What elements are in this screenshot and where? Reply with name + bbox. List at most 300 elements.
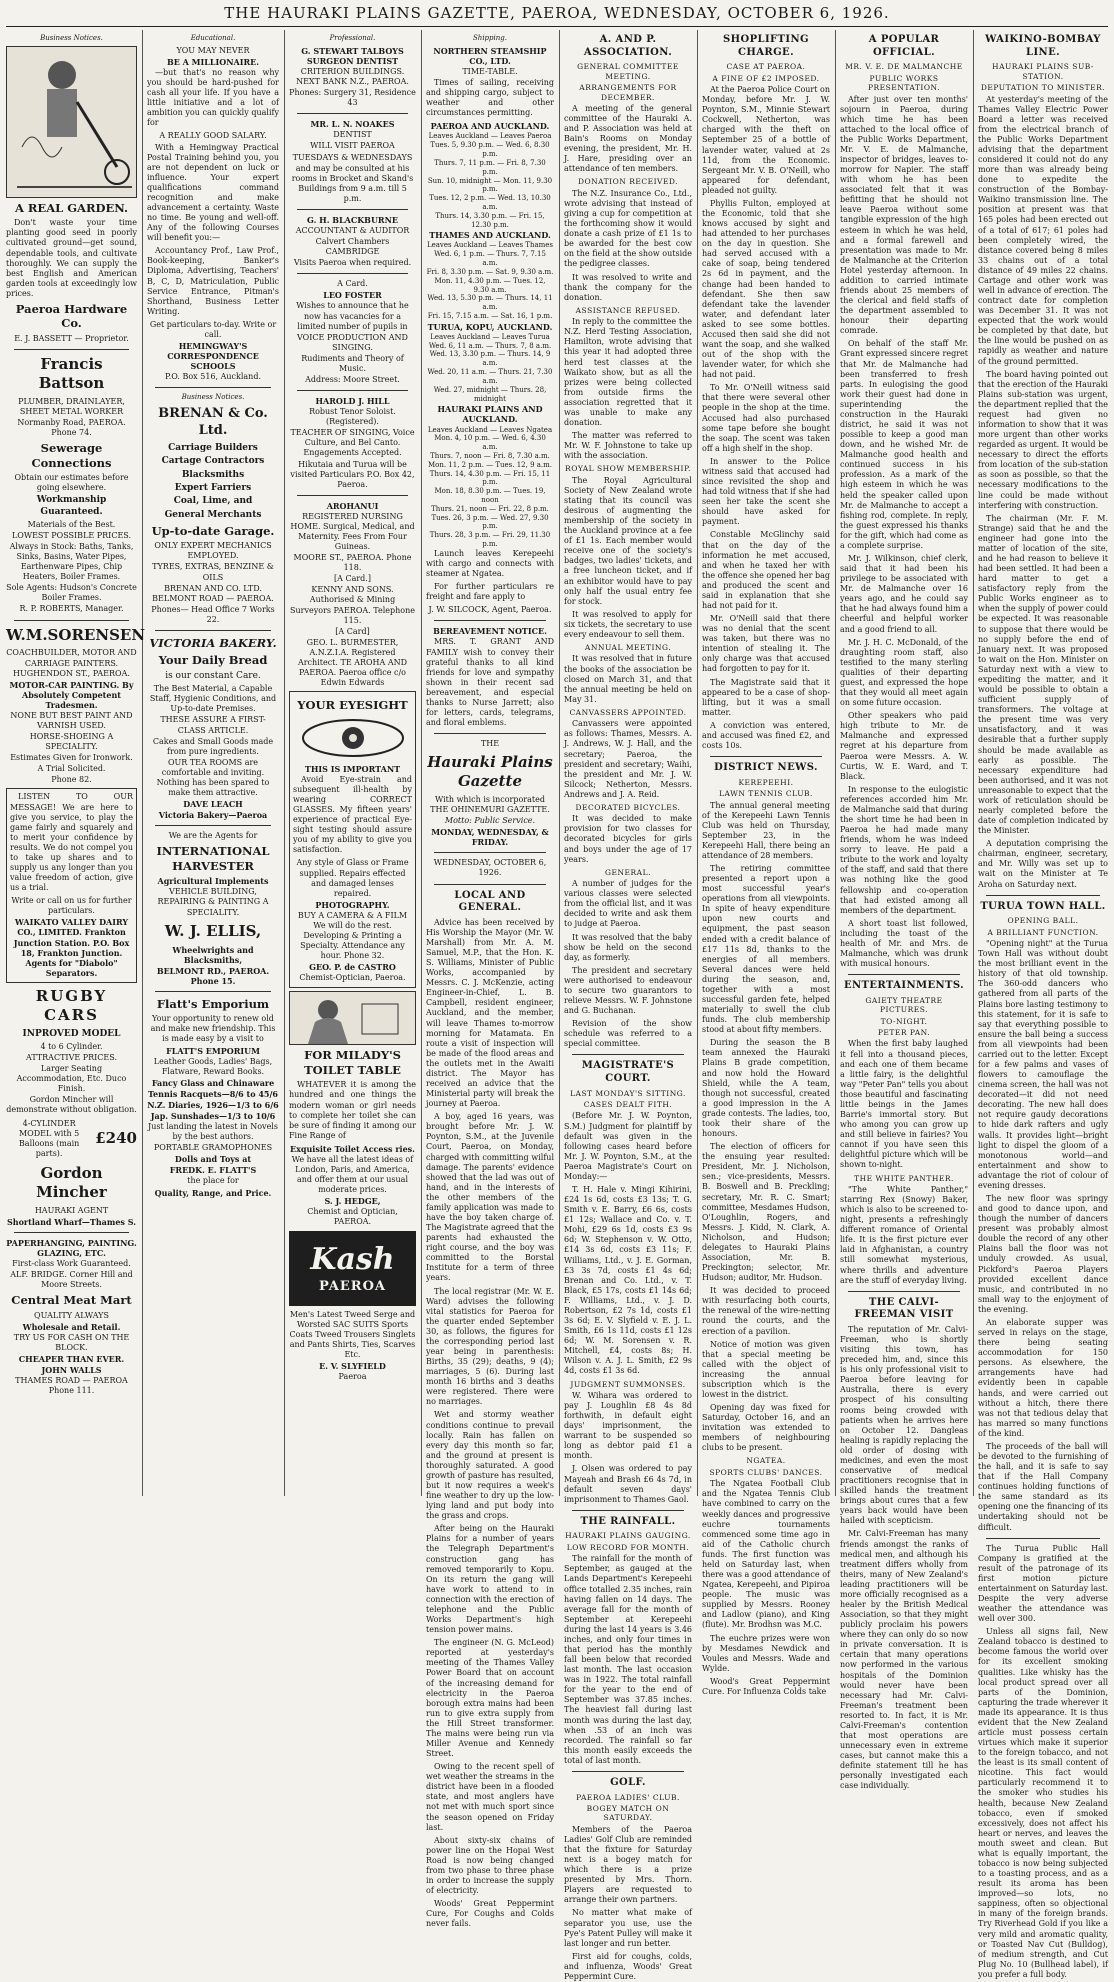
article-headline: GOLF.: [610, 1776, 646, 1788]
kash-logo: [289, 1231, 416, 1305]
article-subhead: CASE AT PAEROA.: [726, 62, 806, 72]
divider: [434, 733, 546, 734]
ad-text: Obtain our estimates before going elsewhere.: [14, 473, 129, 493]
article-paragraph: Other speakers who paid high tribute to Mr. de Malmanche and expressed regret at his departure from Paeroa were Messrs. A. W. Curtis, W. E. Ward, and T. Black.: [840, 711, 968, 781]
divider: [297, 113, 408, 114]
divider: [297, 390, 408, 391]
article-subhead: GAIETY THEATRE PICTURES.: [865, 995, 943, 1015]
dateline: WEDNESDAY, OCTOBER 6, 1926.: [433, 858, 547, 878]
ad-firm: W. J. ELLIS,: [164, 921, 262, 940]
article-paragraph: The election of officers for the ensuing year resulted: President, Mr. J. Nicholson, sen.; vice-presidents, Messrs. B. Boswell and B. Preckling; secretary, Mr. R. C. Smart; committee, Mesdames Hudson, O'Loughlin, Rogers, and Messrs. J. Kidd, N. Clark, A. Nicholson, and Hudson; delegates to Hauraki Plains Association, Mr. B. Preckington; selector, Mr. Hudson; auditor, Mr. Hudson.: [702, 1142, 830, 1283]
article-paragraph: Members of the Paeroa Ladies' Golf Club are reminded that the fixture for Saturday next is a bogey match for which there is a prize presented by Mrs. Thorn. Players are requested to arrange their own partners.: [564, 1824, 692, 1905]
article-headline: TURUA TOWN HALL.: [980, 900, 1106, 912]
ad-firm: G. H. BLACKBURNE: [307, 214, 398, 225]
timetable-row: Thurs. 7, 11 p.m. — Fri. 8, 7.30 p.m.: [434, 158, 546, 176]
ad-text: A REALLY GOOD SALARY.: [159, 131, 267, 141]
timetable-row: Thurs. 7, noon — Fri. 8, 7.30 a.m.: [430, 451, 550, 460]
ad-text: First-class Work Guaranteed.: [12, 1258, 131, 1268]
section-header: Business Notices.: [40, 34, 103, 42]
article-paragraph: T. H. Hale v. Mingi Kihirini, £24 1s 6d, costs £3 13s; T. G. Smith v. E. Barry, £6 6s, costs £1 12s; Wallace and Co. v. T. Mohi, £29 6s 1d, costs £3 9s 6d; W. Stephenson v. W. Otto, £14 3s 6d, costs £3 11s; F. Williams, Ltd., v. J. E. Gorman, £3 3s 7d, costs £1 4s 6d; Brenan and Co. Ltd., v. T. Black, £5 17s, costs £1 14s 6d; F. Williams, Ltd., v. J. D. Robertson, £2 7s 1d, costs £1 3s 6d; E. V. Slyfield v. E. J. L. Smith, £6 1s 11d, costs £1 12s 6d; W. M. Sorensen v. R. Mitchell, £4, costs 8s; H. Wilson v. A. J. L. Smith, £2 9s 4d, costs £1 3s 6d.: [564, 1185, 692, 1376]
ad-text: the place for: [187, 1176, 239, 1186]
ad-text: We have all the latest ideas of London, Paris, and America, and offer them at our usual moderate prices.: [291, 1154, 414, 1195]
ad-text: Victoria Bakery—Paeroa: [158, 810, 268, 821]
ad-title: Your Daily Bread: [158, 653, 268, 668]
article-subhead: ARRANGEMENTS FOR DECEMBER.: [579, 83, 677, 102]
divider: [572, 1054, 684, 1055]
ad-text: Your opportunity to renew old and make new friendship. This is made easy by a visit to: [150, 1014, 276, 1044]
ad-text: VOICE PRODUCTION AND SINGING.: [297, 332, 408, 352]
ad-text: Materials of the Best.: [27, 519, 116, 529]
column-rule: [835, 30, 836, 1496]
ad-firm: Francis Battson: [38, 354, 105, 392]
ad-text: BRENAN AND CO. LTD. BELMONT ROAD — PAEROA.: [152, 583, 274, 603]
article-subhead: ROYAL SHOW MEMBERSHIP.: [565, 464, 691, 474]
article-paragraph: A number of judges for the various classes were selected from the official list, and it was decided to write and ask them to judge at Paeroa.: [564, 879, 692, 929]
article-subhead: LAWN TENNIS CLUB.: [719, 789, 813, 799]
article-paragraph: A meeting of the general committee of the Hauraki A. and P. Association was held at Bain's Rooms on Monday evening, the president, Mr. H. J. Hare, presiding over an attendance of ten members.: [564, 103, 692, 174]
ad-text: THAMES ROAD — PAEROA Phone 111.: [15, 1376, 128, 1396]
ad-firm: LEO FOSTER: [323, 290, 382, 301]
ad-text: BUY A CAMERA & A FILM We will do the rest. Developing & Printing a Specialty. Attendance any hour. Phone 32.: [297, 910, 408, 961]
article-paragraph: The matter was referred to Mr. W. F. Johnstone to take up with the association.: [564, 431, 692, 461]
divider: [434, 884, 546, 885]
article-subhead: DEPUTATION TO MINISTER.: [980, 83, 1106, 93]
article-subhead: PETER PAN.: [877, 1028, 931, 1038]
ad-firm: Flatt's Emporium: [156, 996, 270, 1011]
ad-firm: Central Meat Mart: [11, 1293, 132, 1308]
ad-firm: INTERNATIONAL HARVESTER: [156, 844, 270, 873]
article-subhead: MR. V. E. DE MALMANCHE: [845, 62, 963, 72]
timetable-row: Thurs. 21, noon — Fri. 22, 8 p.m.: [431, 504, 549, 513]
ad-text: ALF. BRIDGE. Corner Hill and Moore Streets.: [10, 1270, 133, 1290]
timetable-row: Fri. 15, 7.15 a.m. — Sat. 16, 1 p.m.: [427, 311, 553, 320]
section-header: Business Notices.: [181, 393, 245, 402]
timetable-row: Tues. 26, 3 p.m. — Wed. 27, 9.30 p.m.: [431, 513, 549, 531]
article-paragraph: After being on the Hauraki Plains for a number of years the Telegraph Department's construction gang has removed temporarily to Kopu. On its return the gang will have work to attend to in connection with the erection of telephone and the Public Works Department's high tension power mains.: [426, 1524, 554, 1635]
article-paragraph: A short toast list followed, including the toast of the health of Mr. and Mrs. de Malmanche, which was drunk with musical honours.: [840, 918, 968, 969]
article-paragraph: Mr. J. H. C. McDonald, of the draughting room staff, also testified to the many sterling qualities of their departing guest, and expressed the hope that they would all meet again on some future occasion.: [840, 637, 968, 708]
ad-text: Agricultural Implements: [157, 876, 269, 887]
ad-text: Phones— Head Office 7 Works 22.: [151, 604, 275, 624]
ad-text: PORTABLE GRAMOPHONES: [153, 1143, 273, 1153]
timetable-row: Mon. 18, 8.30 p.m. — Tues. 19, noon: [434, 487, 546, 504]
ad-text: A Card.: [337, 279, 368, 289]
price-row: [6, 1118, 137, 1160]
article-paragraph: A deputation comprising the chairman, engineer, secretary, and Mr. Willy was set up to wait on the Minister at Te Aroha on Saturday next.: [978, 839, 1108, 889]
article-paragraph: Constable McGlinchy said that on the day of the information he met accused, and when he taxed her with the offence she opened her bag and produced the scent and said in explanation that she had not paid for it.: [702, 530, 830, 610]
ad-firm: RUGBY CARS: [35, 986, 108, 1024]
ad-text: Gordon Mincher will demonstrate without obligation.: [6, 1095, 137, 1115]
article-paragraph: Opening day was fixed for Saturday, October 16, and an invitation was extended to members of neighbouring clubs to be present.: [702, 1403, 830, 1453]
column-news-courts: [702, 30, 830, 1696]
ad-title: Up-to-date Garage.: [151, 523, 275, 538]
article-headline: WAIKINO-BOMBAY LINE.: [985, 34, 1101, 58]
divider: [155, 630, 271, 631]
ad-text: Cakes and Small Goods made from pure ingredients.: [152, 736, 274, 756]
timetable-row: Wed. 13, 3.30 p.m. — Thurs. 14, 9 a.m.: [429, 350, 551, 368]
masthead-rule: [6, 26, 1108, 27]
article-paragraph: The euchre prizes were won by Mesdames Newdick and Voules and Messrs. Wade and Wylde.: [702, 1633, 830, 1673]
ad-firm: HAROLD J. HILL: [315, 396, 390, 407]
article-subhead: GENERAL COMMITTEE MEETING.: [577, 62, 679, 81]
ad-text: THIS IS IMPORTANT: [304, 763, 401, 774]
ad-text: Write or call on us for further particulars.: [11, 896, 132, 916]
ad-title: A REAL GARDEN.: [14, 200, 129, 215]
article-paragraph: In reply to the committee the N.Z. Herd Testing Association, Hamilton, wrote advising that this year it had adopted three herd test classes at the Waikato show, but as all the prizes were being collected from outside firms the association regretted that it was unable to make any donation.: [564, 317, 692, 427]
article-paragraph: No matter what make of separator you use, use the Pye's Patent Pulley will make it last longer and run better.: [564, 1908, 692, 1948]
divider: [297, 273, 408, 274]
ad-text: Wishes to announce that he now has vacancies for a limited number of pupils in: [296, 301, 409, 331]
eyesight-ad: [289, 691, 416, 988]
ad-text: WAIKATO VALLEY DAIRY CO., LIMITED. Frankton Junction Station. P.O. Box 18, Frankton Junction. Agents for "Diabolo" Separators.: [13, 917, 130, 978]
column-news-power: [978, 30, 1108, 1979]
column-news-official: [840, 30, 968, 1791]
ad-text: FLATT'S EMPORIUM: [166, 1045, 260, 1056]
timetable-row: Leaves Auckland — Leaves Thames: [426, 241, 554, 250]
ad-text: QUALITY ALWAYS: [34, 1310, 109, 1320]
ad-text: Phones: Surgery 31, Residence 43: [289, 88, 416, 108]
divider: [14, 620, 129, 621]
article-headline: A. AND P. ASSOCIATION.: [583, 34, 673, 58]
article-paragraph: At yesterday's meeting of the Thames Valley Electric Power Board a letter was received from the electrical branch of the Public Works Department advising that the department considered it could not do any more than was already being done to expedite the construction of the Bombay-Waikino transmission line. The position at present was that 165 poles had been erected out of a total of 617; 61 poles had been completely wired, the distance covered being 8 miles 33 chains out of a total distance of 49 miles 22 chains. Cartage and other work was well in advance of erection. The contract date for completion was December 31. It was not expected that the work would be completed by that date, but the line would be pushed on as rapidly as weather and nature of the ground permitted.: [978, 94, 1108, 366]
ad-text: Chemist and Optician, PAEROA.: [307, 1207, 398, 1227]
ad-text: Dolls and Toys at: [174, 1154, 252, 1165]
toilet-illustration: [289, 991, 416, 1045]
ad-text: Shortland Wharf—Thames S.: [7, 1216, 136, 1227]
article-subhead: TO-NIGHT.: [880, 1016, 928, 1026]
article-paragraph: Mr. Calvi-Freeman has many friends amongst the ranks of medical men, and although his treatment differs wholly from theirs, many of New Zealand's leading practitioners will be more officially recognised as a healer by the British Medical Association, so that they might publicly proclaim his powers where they can only do so now in private conversation. It is certain that many operations now performed in the various hospitals of the Dominion would never have been necessary had Mr. Calvi-Freeman's treatment been resorted to. In fact, it is Mr. Calvi-Freeman's contention that most operations are unnecessary even in extreme cases, but cannot make this a definite statement till he has personally investigated each case individually.: [840, 1529, 968, 1791]
ad-text: Times of sailing, receiving and shipping cargo, subject to weather and other circumstances permitting.: [426, 78, 554, 118]
ad-text: YOU MAY NEVER: [176, 45, 250, 55]
ad-firm: G. STEWART TALBOYS SURGEON DENTIST: [301, 45, 404, 66]
ad-text: Tennis Racquets—8/6 to 45/6: [148, 1088, 278, 1099]
column-shipping: [426, 30, 554, 1929]
article-paragraph: When the first baby laughed it fell into a thousand pieces, and each one of them became a little fairy, is the delightful way "Peter Pan" tells you about those beautiful and fascinating little beings in the James Barrie's immortal story. But who among you can grow up and still believe in fairies? You cannot if you have seen this delightful picture which will be shown to-night.: [840, 1039, 968, 1170]
article-paragraph: Unless all signs fail, New Zealand tobacco is destined to become famous the world over for its excellent smoking qualities. Like whisky has the local product spread over all parts of the Dominion, capturing the trade wherever it made its appearance. It is thus evident that the New Zealand article must possess certain virtues which make it superior to the foreign tobacco, and not the least is its small content of nicotine. This fact would particularly recommend it to the smoker who studies his health, because New Zealand tobacco, even if smoked excessively, does not affect his heart or nerves, and leaves the mouth sweet and clean. But what is equally important, the tobacco is now being subjected to a toasting process, and as a result its aroma has been improved—so lots, no sappiness, often so objectional in many of the foreign brands. Try Riverhead Gold if you like a very mild and aromatic quality, or Toasted Nav Cut (Bulldog), of medium strength, and Cut Plug No. 10 (Bullhead label), if you prefer a full body.: [978, 1627, 1108, 1979]
ad-text: Cartage Contractors: [161, 456, 265, 467]
ad-text: For further particulars re freight and fare apply to: [426, 582, 554, 602]
ad-text: ACCOUNTANT & AUDITOR: [295, 225, 410, 235]
ad-text: MOORE ST., PAEROA. Phone 118.: [293, 553, 412, 573]
ad-text: —but that's no reason why you should be hard-pushed for cash all your life. If you have a little initiative and a lot of ambition you can quickly qualify for: [147, 67, 279, 128]
article-paragraph: It was resolved that the baby show be held on the second day, as formerly.: [564, 932, 692, 962]
article-paragraph: The board having pointed out that the erection of the Hauraki Plains sub-station was urgent, the department replied that the request had given no information to show that it was more urgent than other works regarded as urgent. It would be necessary to direct the efforts from location of the sub-station as soon as possible, so that the necessary modifications to the line could be made without interfering with construction.: [978, 369, 1108, 510]
price: £240: [95, 1129, 137, 1148]
ad-text: LOWEST POSSIBLE PRICES.: [11, 530, 132, 540]
article-subhead: CANVASSERS APPOINTED.: [569, 707, 687, 717]
kash-town: PAEROA: [318, 1279, 387, 1295]
ad-text: R. P. ROBERTS, Manager.: [19, 604, 124, 614]
ad-title: BE A MILLIONAIRE.: [167, 56, 259, 67]
ad-text: Accountancy Prof., Law Prof., Book-keeping, Banker's Diploma, Advertising, Teachers' B, C, D, Matriculation, Public Service Entrance, Pitman's Shorthand, Business Letter Writing.: [147, 246, 279, 316]
ad-title: Sewerage Connections: [31, 441, 112, 470]
column-news-ap: [564, 30, 692, 1981]
dairy-ad: [6, 788, 137, 982]
article-paragraph: It was resolved that in future the books of the association be closed on March 31, and that the annual meeting be held on May 31.: [564, 654, 692, 704]
ad-text: [A Card]: [335, 626, 370, 636]
article-paragraph: The new floor was springy and good to dance upon, and though the number of dancers present was probably almost double the record of any other Plains ball the floor was not unduly crowded. As usual, Pickford's Paeroa Players provided excellent dance music, and contributed in no small way to the enjoyment of the evening.: [978, 1194, 1108, 1314]
ad-text: Wholesale and Retail.: [22, 1321, 121, 1332]
article-paragraph: The rainfall for the month of September, as gauged at the Lands Department's Kerepeehi office totalled 2.35 inches, rain having fallen on 14 days. The average fall for the month of September at Kerepeehi during the last 14 years is 3.46 inches, and only four times in that period has the monthly fall been below that recorded last month. The last occasion was in 1922. The total rainfall for the year to the end of September was 37.85 inches. The heaviest fall during last month was during the last day, when .53 of an inch was recorded. The rainfall so far this month easily exceeds the total of last month.: [564, 1554, 692, 1765]
ad-text: TEACHER OF SINGING, Voice Culture, and Bel Canto. Engagements Accepted.: [290, 428, 415, 458]
article-paragraph: An elaborate supper was served in relays on the stage, there being seating accommodation for 150 persons. As elsewhere, the arrangements have had evidently been in capable hands, and were carried out without a hitch, there there was not that tedious delay that has marred so many functions of the kind.: [978, 1317, 1108, 1438]
ad-text: Don't waste your time planting good seed in poorly cultivated ground—get sound, dependable tools, and cultivate thoroughly. We can supply the best English and American garden tools at exceedingly low prices.: [6, 218, 137, 298]
timetable-row: Leaves Auckland — Leaves Ngatea: [427, 425, 553, 434]
column-professional: [289, 30, 416, 1496]
gazette-the: THE: [480, 739, 500, 749]
article-paragraph: The Magistrate said that it appeared to be a case of shop-lifting, but it was a small matter.: [702, 677, 830, 717]
timetable-row: Wed. 13, 5.30 p.m. — Thurs. 14, 11 a.m.: [427, 294, 553, 312]
ad-text: INPROVED MODEL: [22, 1028, 121, 1039]
gazette-motto: Motto: Public Service.: [444, 816, 536, 826]
ad-title: YOUR EYESIGHT: [297, 698, 408, 713]
ad-firm: Paeroa Hardware Co.: [15, 301, 128, 331]
divider: [572, 1510, 684, 1511]
ad-text: Chemist-Optician, Paeroa.: [299, 973, 406, 983]
column-rule: [559, 30, 560, 1496]
article-paragraph: First aid for coughs, colds, and influenza, Woods' Great Peppermint Cure.: [564, 1951, 692, 1981]
article-paragraph: During the season the B team annexed the Hauraki Plains B grade competition, and now hold the Howard Shield, while the A team, though not successful, created a good impression in the A grade contests. The ladies, too, took their share of the honours.: [702, 1038, 830, 1139]
article-subhead: ANNUAL MEETING.: [584, 643, 672, 652]
divider: [572, 1771, 684, 1772]
timetable-row: Tues. 5, 9.30 p.m. — Wed. 6, 8.30 p.m.: [430, 141, 550, 159]
article-subhead: A FINE OF £2 IMPOSED.: [712, 73, 820, 83]
ad-text: Launch leaves Kerepeehi with cargo and connects with steamer at Ngatea.: [426, 548, 554, 579]
ad-text: Workmanship Guaranteed.: [36, 495, 107, 517]
ad-text: TUESDAYS & WEDNESDAYS: [292, 152, 413, 162]
article-paragraph: A conviction was entered, and accused was fined £2, and costs 10s.: [702, 720, 830, 750]
article-paragraph: W. Wihara was ordered to pay J. Loughlin £8 4s 8d forthwith, in default eight days' imprisonment, the warrant to be suspended so long as debtor paid £1 a month.: [564, 1390, 692, 1461]
ad-text: Just landing the latest in Novels by the best authors.: [148, 1122, 278, 1142]
timetable-row: Mon. 11, 2 p.m. — Tues. 12, 9 a.m.: [427, 460, 553, 469]
ad-text: [A Card.]: [334, 574, 371, 584]
divider: [710, 756, 822, 757]
ad-text: The Best Material, a Capable Staff, Hygienic Conditions, and Up-to-date Premises.: [149, 684, 277, 714]
article-subhead: LOW RECORD FOR MONTH.: [566, 1542, 690, 1552]
article-paragraph: The Royal Agricultural Society of New Zealand wrote stating that its council was desirous of augmenting the membership of the society in the Auckland province at a fee of £1 1s. Each member would receive one of the society's badges, two ladies' tickets, and a free luncheon ticket, and if an exhibitor would have to pay only half the usual entry fee for stock.: [564, 475, 692, 606]
article-paragraph: The N.Z. Insurance Co., Ltd., wrote advising that instead of giving a cup for competition at the forthcoming show it would donate a cash prize of £1 1s to be awarded for the best cow on the field at the show outside the pedigree classes.: [564, 188, 692, 269]
ad-firm: VICTORIA BAKERY.: [149, 635, 277, 650]
ad-text: ONLY EXPERT MECHANICS EMPLOYED.: [154, 541, 272, 561]
ad-firm: JOHN WALLS: [41, 1365, 102, 1376]
article-paragraph: Owing to the recent spell of wet weather the streams in the district have been in a flooded state, and most anglers have not met with much sport since the season opened on Friday last.: [426, 1762, 554, 1832]
ad-text: KENNY AND SONS. Authorised & Mining Surveyors PAEROA. Telephone 115.: [290, 585, 415, 625]
column-rule: [284, 30, 285, 1496]
article-subhead: PAEROA LADIES' CLUB.: [576, 1792, 680, 1802]
article-paragraph: The annual general meeting of the Kerepeehi Lawn Tennis Club was held on Thursday, September 23, in the Kerepeehi Hall, there being an attendance of 28 members.: [702, 800, 830, 860]
ad-text: Rudiments and Theory of Music.: [301, 353, 404, 373]
article-subhead: PUBLIC WORKS PRESENTATION.: [867, 73, 941, 93]
ad-text: 4-CYLINDER MODEL with 5 Balloons (main parts).: [18, 1118, 80, 1158]
ad-text: A Trial Solicited.: [37, 764, 106, 774]
article-subhead: SPORTS CLUBS' DANCES.: [709, 1467, 823, 1477]
divider: [155, 387, 271, 388]
ad-firm: Gordon Mincher: [36, 1163, 107, 1201]
ad-text: FREDK. E. FLATT'S: [169, 1165, 257, 1176]
eye-icon: [293, 716, 412, 760]
ad-text: Paeroa: [338, 1372, 367, 1382]
ad-text: ATTRACTIVE PRICES.: [25, 1053, 117, 1063]
ad-text: WHATEVER it is among the hundred and one things the modern woman or girl needs to complete her toilet she can be sure of finding it among our Fine Range of: [289, 1080, 416, 1140]
ad-text: Sole Agents: Hudson's Concrete Boiler Frames.: [6, 583, 137, 603]
article-subhead: GENERAL.: [605, 867, 651, 877]
article-paragraph: The chairman (Mr. F. M. Strange) said that he and the engineer had gone into the matter of location of the site, and he had reason to believe it had been settled. It had been a hard matter to get a satisfactory reply from the Public Works engineer as to when the supply of power could be expected. It was reasonable to suppose that there would be no supply before the end of January next. It was proposed to wait on the Hon. Minister on Saturday next with a view to expediting the matter, and it would be possible to obtain a sufficient supply of transformers. The voltage at the present time was very unsatisfactory, and it was desirable that a further supply should be made available as early as possible. The necessary expenditure had been authorised, and it was not unreasonable to expect that the work of reticulation should be nearly completed before the date of completion indicated by the Minister.: [978, 513, 1108, 836]
article-subhead: OPENING BALL.: [1007, 916, 1079, 926]
kash-brand: Kash: [310, 1242, 395, 1278]
article-paragraph: "Opening night" at the Turua Town Hall was without doubt the most brilliant event in the history of that old township. The 360-odd dancers who gathered from all parts of the Plains bore lasting testimony to this statement, for it is safe to say that everything possible to ensure the ball being a success from all viewpoints had been carried out to the letter. Except for a few palms and vases of flowers to camouflage the cinema screen, the hall was not decorated—it did not need decorating. The new hall does not require gaudy decorations to hide dark rafters and ugly walls. It provides light—bright light to dispel the gloom of a monotonous world—and entertainment and show to advantage the riot of colour of evening dresses.: [978, 939, 1108, 1190]
article-paragraph: Mr. O'Neill said that there was no denial that the scent was taken, but there was no intention of stealing it. The only charge was that accused had forgotten to pay for it.: [702, 614, 830, 674]
ad-text: Address: Moore Street.: [305, 375, 400, 384]
ad-text: Phone 82.: [51, 775, 92, 785]
article-headline: THE RAINFALL.: [580, 1515, 676, 1527]
article-paragraph: (Before Mr. J. W. Poynton, S.M.) Judgment for plaintiff by default was given in the following cases heard before Mr. J. W. Poynton, S.M., at the Paeroa Magistrate's Court on Monday:—: [564, 1111, 692, 1181]
timetable-title: TURUA, KOPU, AUCKLAND.: [427, 321, 553, 332]
article-paragraph: Revision of the show schedule was referred to a special committee.: [564, 1019, 692, 1049]
article-headline: THE CALVI-FREEMAN VISIT: [854, 1296, 954, 1321]
ad-text: BELMONT RD., PAEROA. Phone 15.: [156, 965, 270, 986]
ad-text: TIME-TABLE.: [462, 66, 518, 76]
ad-text: CRITERION BUILDINGS. NEXT BANK N.Z., PAEROA.: [296, 66, 409, 87]
divider: [155, 825, 271, 826]
ad-text: DENTIST: [333, 130, 372, 140]
masthead: THE HAURAKI PLAINS GAZETTE, PAEROA, WEDNESDAY, OCTOBER 6, 1926.: [224, 4, 890, 22]
ad-text: Expert Farriers: [174, 482, 252, 493]
article-subhead: HAURAKI PLAINS GAUGING.: [565, 1531, 691, 1541]
article-paragraph: Notice of motion was given that a special meeting be called with the object of increasing the annual subscription which is the lowest in the district.: [702, 1339, 830, 1399]
column-rule: [421, 30, 422, 1496]
timetable-title: PAEROA AND AUCKLAND.: [430, 121, 550, 132]
article-paragraph: The retiring committee presented a report upon a most successful year's operations from all viewpoints. In spite of heavy expenditure upon new courts and equipment, the past season ended with a credit balance of £17 11s 8d, thanks to the energies of all members. Several dances were held during the season, and, together with a most successful garden fete, helped materially to swell the club funds. The club membership stood at about fifty members.: [702, 864, 830, 1035]
ad-text: OUR TEA ROOMS are comfortable and inviting. Nothing has been spared to make them attractive.: [156, 757, 270, 798]
section-header: Shipping.: [473, 34, 507, 42]
article-subhead: JUDGMENT SUMMONSES.: [570, 1379, 686, 1389]
ad-text: Estimates Given for Ironwork.: [10, 753, 133, 763]
divider: [986, 895, 1100, 896]
timetable-row: Tues. 12, 2 p.m. — Wed. 13, 10.30 a.m.: [429, 194, 551, 211]
timetable-row: Mon. 4, 10 p.m. — Wed. 6, 4.30 a.m.: [434, 434, 546, 452]
ad-text: Coal, Lime, and: [173, 496, 253, 507]
article-subhead: ASSISTANCE REFUSED.: [575, 305, 681, 315]
ad-firm: GEO. P. de CASTRO: [309, 962, 396, 973]
divider: [14, 349, 129, 350]
timetable-row: Thurs. 14, 3.30 p.m. — Fri. 15, 12.30 p.m.: [435, 211, 545, 229]
ad-text: LISTEN TO OUR MESSAGE! We are here to give you service, to play the game fairly and squarely and to merit your confidence by results. We do not compel you to take up shares and to supply us any longer than you value freedom of action, give us a trial.: [10, 792, 133, 893]
column-rule: [697, 30, 698, 1496]
timetable-row: Thurs. 28, 3 p.m. — Fri. 29, 11.30 p.m.: [429, 531, 551, 549]
article-paragraph: It was decided to make provision for two classes for decorated bicycles for girls and boys under the age of 17 years.: [564, 814, 692, 864]
article-paragraph: It was resolved to write and thank the company for the donation.: [564, 272, 692, 302]
ad-firm: E. V. SLYFIELD: [319, 1361, 386, 1372]
ad-text: Visits Paeroa when required.: [293, 258, 412, 268]
ad-firm: AROHANUI: [326, 500, 379, 511]
timetable-row: Wed. 6, 11 a.m. — Thurs. 7, 8 a.m.: [428, 341, 552, 350]
article-subhead: THE WHITE PANTHER.: [854, 1173, 954, 1183]
ad-text: Calvert Chambers CAMBRIDGE: [315, 237, 390, 257]
ad-text: Quality, Range, and Price.: [154, 1187, 272, 1198]
ad-text: P.O. Box 516, Auckland.: [165, 372, 261, 382]
timetable-plains: [426, 426, 554, 549]
article-subhead: DECORATED BICYCLES.: [575, 802, 681, 812]
ad-text: is our constant Care.: [165, 670, 261, 681]
timetable-row: Fri. 8, 3.30 p.m. — Sat. 9, 9.30 a.m.: [426, 267, 554, 276]
ad-text: and may be consulted at his rooms in Brocket and Skand's Buildings from 9 a.m. till 5 p.m.: [291, 163, 414, 203]
section-header: Educational.: [190, 34, 236, 42]
column-rule: [973, 30, 974, 1496]
ad-text: Get particulars to-day. Write or call.: [149, 319, 277, 339]
ad-text: MOTOR-CAR PAINTING. By Absolutely Competent Tradesmen.: [9, 679, 134, 710]
timetable-row: Wed. 6, 1 p.m. — Thurs. 7, 7.15 a.m.: [434, 250, 546, 268]
article-subhead: KEREPEEHI.: [738, 777, 794, 787]
timetable-row: Thurs. 14, 4.30 p.m. — Fri. 15, 11 p.m.: [429, 469, 551, 487]
timetable-row: Leaves Auckland — Leaves Turua: [430, 332, 550, 341]
notice-title: BEREAVEMENT NOTICE.: [433, 626, 547, 637]
ad-text: COACHBUILDER, MOTOR AND CARRIAGE PAINTERS. HUGHENDON ST., PAEROA.: [6, 648, 137, 678]
ad-text: Men's Latest Tweed Serge and Worsted SAC SUITS Sports Coats Tweed Trousers Singlets and Pants Shirts, Ties, Scarves Etc.: [289, 1309, 416, 1359]
article-paragraph: The Turua Public Hall Company is gratified at the result of the patronage of its first motion picture entertainment on Saturday last. Despite the very adverse weather the attendance was well over 300.: [978, 1543, 1108, 1624]
article-paragraph: It was resolved to apply for six tickets, the secretary to use every endeavour to sell them.: [564, 609, 692, 639]
ad-text: PAPERHANGING, PAINTING. GLAZING, ETC.: [6, 1237, 137, 1258]
timetable-turua: [426, 333, 554, 404]
divider: [848, 1291, 960, 1292]
ad-text: Any style of Glass or Frame supplied. Repairs effected and damaged lenses repaired.: [296, 858, 409, 898]
article-paragraph: Phyllis Fulton, employed at the Economic, told that she knows accused by sight and had attended to her purchases on the day in question. She had served accused with a cake of soap, being tendered 2s 6d in payment, and the change had been handed to defendant. She then saw defendant take the lavender water, and defendant later asked to see some bottles. Accused then said she did not want the soap, and she walked out of the shop with the lavender water, for which she had not paid.: [702, 198, 830, 380]
ad-text: Blacksmiths: [181, 469, 245, 480]
ad-text: PHOTOGRAPHY.: [315, 899, 390, 910]
ad-text: HAURAKI AGENT: [34, 1205, 109, 1215]
article-paragraph: In answer to the Police witness said that accused had since revisited the shop and had told witness that if she had seen her take the scent she should have asked for payment.: [702, 456, 830, 527]
ad-firm: S. J. HEDGE,: [324, 1196, 381, 1207]
article-paragraph: A boy, aged 16 years, was brought before Mr. J. W. Poynton, S.M., at the Juvenile Court, Paeroa, on Monday, charged with committing wilful damage. The parents' evidence showed that the lad was out of hand, and in the interests of the other members of the family application was made to have the boy taken charge of. The Magistrate agreed that the parents had exhausted the right course, and the boy was committed to the Borstal Institute for a term of three years.: [426, 1112, 554, 1283]
divider: [14, 1232, 129, 1233]
article-subhead: HAURAKI PLAINS SUB-STATION.: [992, 62, 1094, 81]
article-paragraph: At the Paeroa Police Court on Monday, before Mr. J. W. Poynton, S.M., Minnie Stewart Cockwell, Netherton, was charged with the theft on September 25 of a bottle of lavender water, valued at 2s 11d, from the Economic. Sergeant Mr. V. B. O'Neill, who appeared for defendant, pleaded not guilty.: [702, 85, 830, 195]
ad-firm: NORTHERN STEAMSHIP CO., LTD.: [433, 45, 547, 66]
article-subhead: BOGEY MATCH ON SATURDAY.: [586, 1803, 670, 1823]
column-rule: [142, 30, 143, 1496]
article-subhead: A BRILLIANT FUNCTION.: [987, 927, 1099, 937]
article-paragraph: It was decided to proceed with resurfacing both courts, the renewal of the wire-netting round the courts, and the erection of a pavilion.: [702, 1286, 830, 1336]
article-paragraph: The president and secretary were authorised to endeavour to secure two guarantors to relieve Messrs. W. F. Johnstone and G. Buchanan.: [564, 965, 692, 1016]
timetable-row: Leaves Auckland — Leaves Paeroa: [428, 132, 552, 141]
ad-text: Always in Stock: Baths, Tanks, Sinks, Basins, Water Pipes, Earthenware Pipes, Chip Heaters, Boiler Frames.: [9, 542, 134, 582]
timetable-row: Wed. 27, midnight — Thurs. 28, midnight: [433, 385, 547, 403]
ad-text: VEHICLE BUILDING, REPAIRING & PAINTING A SPECIALITY.: [157, 887, 269, 917]
ad-text: E. J. BASSETT — Proprietor.: [14, 333, 129, 343]
article-subhead: CASES DEALT FITH.: [583, 1100, 673, 1110]
ad-text: General Merchants: [164, 509, 262, 520]
gazette-nameplate: Hauraki Plains Gazette: [427, 753, 553, 791]
divider: [434, 620, 546, 621]
divider: [434, 852, 546, 853]
ad-firm: W.M.SORENSEN: [6, 625, 146, 644]
timetable-title: HAURAKI PLAINS AND AUCKLAND.: [437, 404, 543, 425]
ad-text: Wheelwrights and Blacksmiths,: [172, 944, 254, 965]
timetable-thames: [426, 241, 554, 320]
divider: [848, 974, 960, 975]
ad-text: HORSE-SHOEING A SPECIALITY.: [29, 732, 114, 752]
ad-firm: HEMINGWAY'S CORRESPONDENCE SCHOOLS: [167, 341, 259, 372]
divider: [155, 991, 271, 992]
ad-text: N.Z. Diaries, 1926—1/3 to 6/6: [147, 1099, 279, 1110]
ad-text: TYRES, EXTRAS, BENZINE & OILS: [152, 562, 274, 582]
ad-text: With a Hemingway Practical Postal Training behind you, you are not dependent on luck or influence. Your expert qualifications command recognition and make advancement a certainty. Waste no time. Be young and well-off. Any of the following Courses will benefit you:—: [147, 142, 279, 243]
column-educational: [147, 30, 279, 1496]
article-paragraph: Wet and stormy weather conditions continue to prevail locally. Rain has fallen on every day this month so far, and the ground at present is thoroughly saturated. A good growth of pasture has resulted, but it now requires a week's fine weather to dry up the low-lying land and put body into the grass and crops.: [426, 1410, 554, 1521]
section-header: Professional.: [329, 34, 376, 42]
column-business-notices: [6, 30, 146, 1496]
ad-text: 4 to 6 Cylinder.: [40, 1041, 103, 1051]
article-paragraph: Mr. J. Wilkinson, chief clerk, said that it had been his privilege to be associated with Mr. de Malmanche over 16 years ago, and he could say that he had always found him a cheerful and helpful worker and a good friend to all.: [840, 554, 968, 634]
